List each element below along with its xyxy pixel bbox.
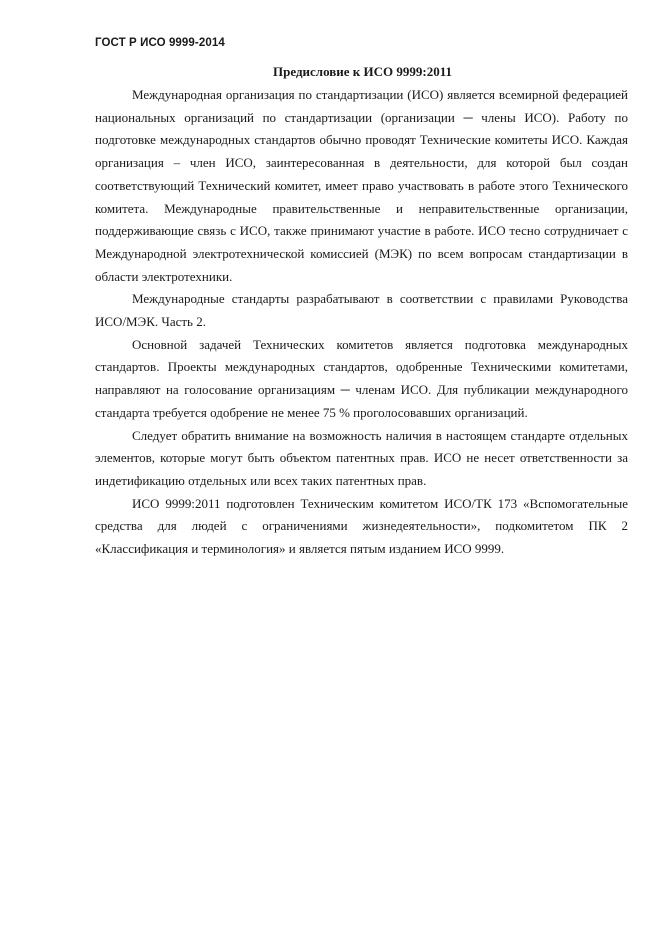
paragraph: Международная организация по стандартизации (ИСО) является всемирной федерацией национальных организаций по стандартизации (организации ─ члены ИСО). Работу по подготовке международных стандартов обычно проводят Технические комитеты ИСО. Каждая организация – член ИСО, заинтересованная в деятельности, для которой был создан соответствующий Технический комитет, имеет право участвовать в работе этого Технического комитета. Международные правительственные и неправительственные организации, поддерживающие связь с ИСО, также принимают участие в работе. ИСО тесно сотрудничает с Международной электротехнической комиссией (МЭК) по всем вопросам стандартизации в области электротехники. <box>95 87 628 284</box>
paragraph: Международные стандарты разрабатывают в соответствии с правилами Руководства ИСО/МЭК. Часть 2. <box>95 291 628 330</box>
document-header: ГОСТ Р ИСО 9999-2014 <box>95 37 225 49</box>
document-body <box>95 84 628 561</box>
paragraph: ИСО 9999:2011 подготовлен Техническим комитетом ИСО/ТК 173 «Вспомогательные средства для людей с ограничениями жизнедеятельности», подкомитетом ПК 2 «Классификация и терминология» и является пятым изданием ИСО 9999. <box>95 495 628 557</box>
section-title: Предисловие к ИСО 9999:2011 <box>273 64 452 79</box>
paragraph: Основной задачей Технических комитетов является подготовка международных стандартов. Проекты международных стандартов, одобренные Техническими комитетами, направляют на голосование организациям ─ членам ИСО. Для публикации международного стандарта требуется одобрение не менее 75 % проголосовавших организаций. <box>95 336 628 420</box>
paragraph: Следует обратить внимание на возможность наличия в настоящем стандарте отдельных элементов, которые могут быть объектом патентных прав. ИСО не несет ответственности за индетификацию отдельных или всех таких патентных прав. <box>95 427 628 488</box>
